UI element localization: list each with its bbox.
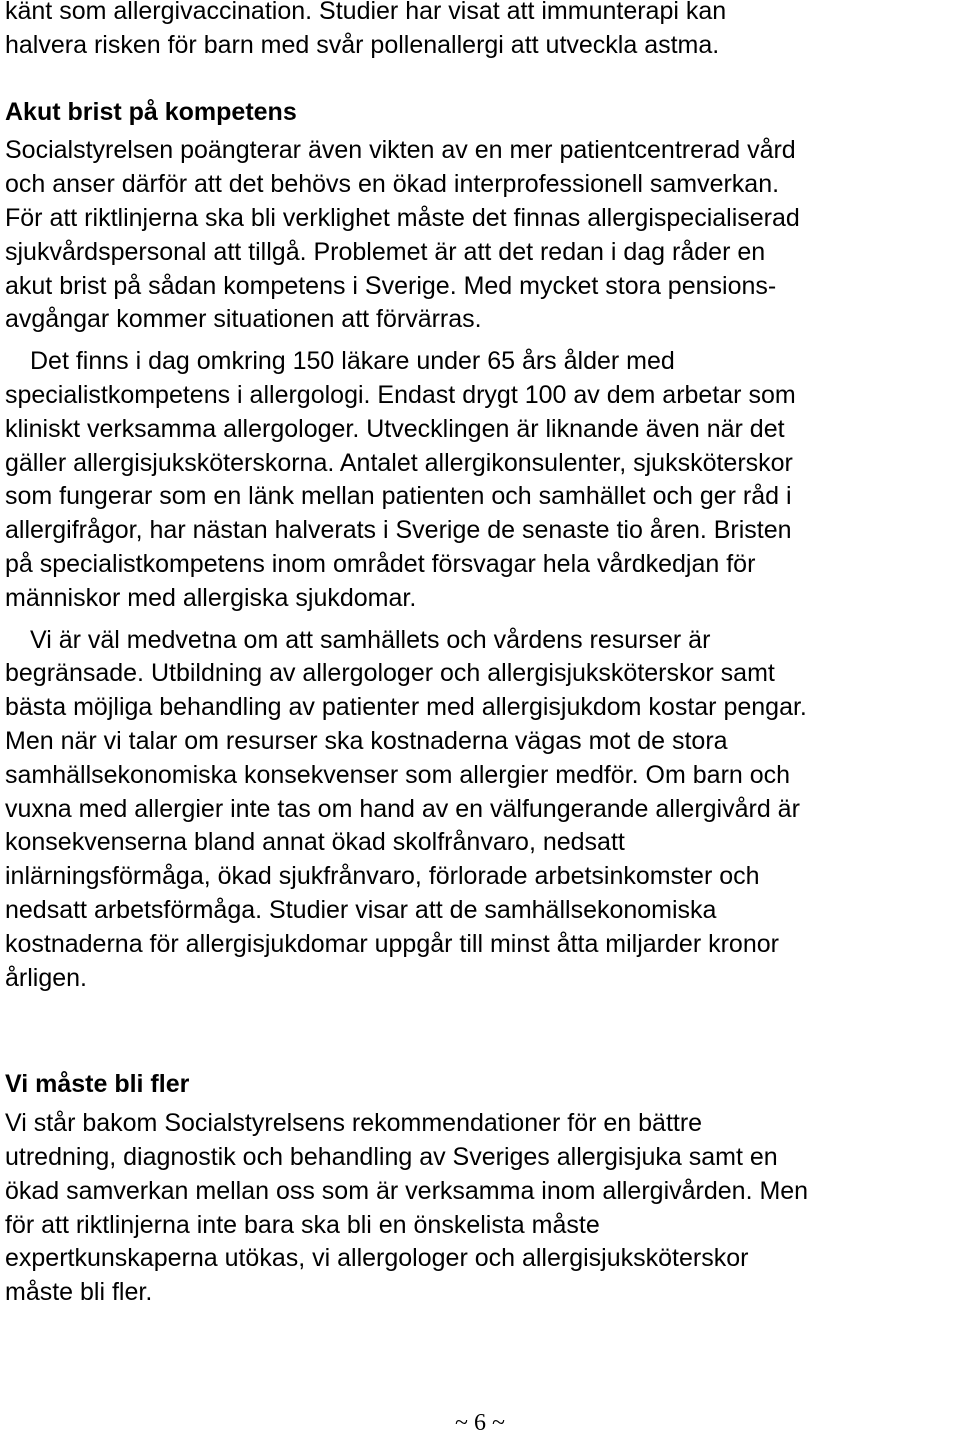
text-line: samhällsekonomiska konsekvenser som allergier medför. Om barn och xyxy=(5,760,791,789)
text-line: utredning, diagnostik och behandling av Sveriges allergisjuka samt en xyxy=(5,1142,778,1171)
text-line: Det finns i dag omkring 150 läkare under 65 års ålder med xyxy=(30,347,675,376)
text-line: människor med allergiska sjukdomar. xyxy=(5,583,417,612)
text-line: känt som allergivaccination. Studier har visat att immunterapi kan xyxy=(5,0,727,25)
text-line: avgångar kommer situationen att förvärras. xyxy=(5,305,482,334)
section-heading-vi-maste-bli-fler: Vi måste bli fler xyxy=(5,1070,190,1099)
section1-paragraph-2 xyxy=(5,345,957,615)
document-body xyxy=(5,0,957,1310)
text-line: För att riktlinjerna ska bli verklighet måste det finnas allergispecialiserad xyxy=(5,203,800,232)
text-line: ökad samverkan mellan oss som är verksamma inom allergivården. Men xyxy=(5,1176,809,1205)
text-line: Vi är väl medvetna om att samhällets och vårdens resurser är xyxy=(30,625,711,654)
section1-paragraph-3 xyxy=(5,624,957,996)
text-line: och anser därför att det behövs en ökad interprofessionell samverkan. xyxy=(5,170,780,199)
text-line: allergifrågor, har nästan halverats i Sverige de senaste tio åren. Bristen xyxy=(5,516,792,545)
text-line: för att riktlinjerna inte bara ska bli en önskelista måste xyxy=(5,1210,600,1239)
text-line: bästa möjliga behandling av patienter med allergisjukdom kostar pengar. xyxy=(5,693,807,722)
text-line: måste bli fler. xyxy=(5,1278,153,1307)
section2-paragraph-1 xyxy=(5,1107,957,1310)
text-line: på specialistkompetens inom området försvagar hela vårdkedjan för xyxy=(5,549,756,578)
intro-paragraph xyxy=(5,0,957,63)
text-line: sjukvårdspersonal att tillgå. Problemet är att det redan i dag råder en xyxy=(5,237,766,266)
text-line: begränsade. Utbildning av allergologer och allergisjuksköterskor samt xyxy=(5,659,775,688)
text-line: expertkunskaperna utökas, vi allergologer och allergisjuksköterskor xyxy=(5,1244,749,1273)
text-line: vuxna med allergier inte tas om hand av en välfungerande allergivård är xyxy=(5,794,800,823)
text-line: nedsatt arbetsförmåga. Studier visar att de samhällsekonomiska xyxy=(5,895,717,924)
text-line: konsekvenserna bland annat ökad skolfrånvaro, nedsatt xyxy=(5,828,625,857)
section1-paragraph-1 xyxy=(5,134,957,337)
text-line: inlärningsförmåga, ökad sjukfrånvaro, förlorade arbetsinkomster och xyxy=(5,862,760,891)
text-line: halvera risken för barn med svår pollenallergi att utveckla astma. xyxy=(5,30,720,59)
text-line: årligen. xyxy=(5,963,87,992)
text-line: gäller allergisjuksköterskorna. Antalet allergikonsulenter, sjuksköterskor xyxy=(5,448,793,477)
section-heading-akut-brist: Akut brist på kompetens xyxy=(5,97,297,126)
text-line: Vi står bakom Socialstyrelsens rekommendationer för en bättre xyxy=(5,1109,703,1138)
text-line: specialistkompetens i allergologi. Endast drygt 100 av dem arbetar som xyxy=(5,380,796,409)
text-line: som fungerar som en länk mellan patienten och samhället och ger råd i xyxy=(5,482,792,511)
text-line: kostnaderna för allergisjukdomar uppgår till minst åtta miljarder kronor xyxy=(5,929,779,958)
text-line: akut brist på sådan kompetens i Sverige. Med mycket stora pensions- xyxy=(5,271,777,300)
page-number: ~ 6 ~ xyxy=(455,1410,505,1436)
text-line: Men när vi talar om resurser ska kostnaderna vägas mot de stora xyxy=(5,726,728,755)
text-line: Socialstyrelsen poängterar även vikten av en mer patientcentrerad vård xyxy=(5,136,796,165)
text-line: kliniskt verksamma allergologer. Utvecklingen är liknande även när det xyxy=(5,414,785,443)
